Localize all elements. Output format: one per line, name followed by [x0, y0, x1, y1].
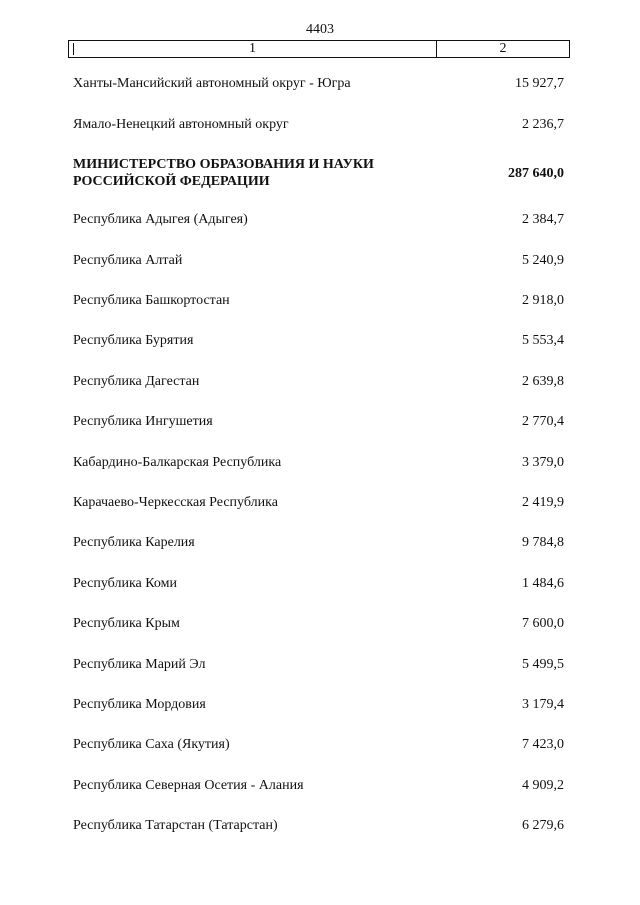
- row-value: 2 236,7: [522, 117, 564, 132]
- table-row: [68, 212, 564, 228]
- table-row: [68, 76, 564, 92]
- table-row: [68, 535, 564, 551]
- row-label: Республика Карелия: [73, 535, 195, 550]
- row-value: 5 553,4: [522, 333, 564, 348]
- table-row: [68, 495, 564, 511]
- table-row: [68, 657, 564, 673]
- table-header: [68, 40, 570, 58]
- row-label: Республика Бурятия: [73, 333, 194, 348]
- row-value: 15 927,7: [515, 76, 564, 91]
- table-row: [68, 576, 564, 592]
- ministry-total-value: 287 640,0: [508, 165, 564, 181]
- row-label: Республика Татарстан (Татарстан): [73, 818, 278, 833]
- row-value: 3 379,0: [522, 455, 564, 470]
- row-label: Республика Марий Эл: [73, 657, 206, 672]
- row-label: Республика Крым: [73, 616, 180, 631]
- header-col-2: [437, 41, 569, 57]
- table-row: [68, 293, 564, 309]
- table-row: [68, 374, 564, 390]
- row-label: Республика Адыгея (Адыгея): [73, 212, 248, 227]
- table-row: [68, 737, 564, 753]
- row-label: Республика Северная Осетия - Алания: [73, 778, 304, 793]
- row-label: Ямало-Ненецкий автономный округ: [73, 117, 289, 132]
- row-value: 7 600,0: [522, 616, 564, 631]
- table-row: [68, 253, 564, 269]
- table-row: [68, 697, 564, 713]
- page-number: 4403: [306, 22, 334, 37]
- table-row: [68, 818, 564, 834]
- ministry-label: [68, 156, 374, 190]
- row-label: Республика Алтай: [73, 253, 183, 268]
- row-value: 3 179,4: [522, 697, 564, 712]
- row-value: 2 419,9: [522, 495, 564, 510]
- row-label: Кабардино-Балкарская Республика: [73, 455, 282, 470]
- row-value: 1 484,6: [522, 576, 564, 591]
- row-value: 2 639,8: [522, 374, 564, 389]
- table-row: [68, 117, 564, 133]
- row-label: Ханты-Мансийский автономный округ - Югра: [73, 76, 351, 91]
- ministry-row: [68, 156, 564, 190]
- table-row: [68, 616, 564, 632]
- row-value: 2 384,7: [522, 212, 564, 227]
- header-col-2-label: 2: [499, 41, 507, 56]
- table-row: [68, 333, 564, 349]
- table-row: [68, 414, 564, 430]
- table-row: [68, 455, 564, 471]
- row-value: 6 279,6: [522, 818, 564, 833]
- row-value: 5 499,5: [522, 657, 564, 672]
- header-tick-mark: [73, 43, 74, 55]
- row-label: Республика Коми: [73, 576, 177, 591]
- ministry-label-line-2: РОССИЙСКОЙ ФЕДЕРАЦИИ: [73, 174, 270, 189]
- row-value: 2 770,4: [522, 414, 564, 429]
- row-value: 2 918,0: [522, 293, 564, 308]
- header-col-1-label: 1: [249, 41, 256, 56]
- row-value: 4 909,2: [522, 778, 564, 793]
- header-col-1: [69, 41, 437, 57]
- row-value: 5 240,9: [522, 253, 564, 268]
- row-value: 7 423,0: [522, 737, 564, 752]
- row-label: Республика Дагестан: [73, 374, 200, 389]
- row-value: 9 784,8: [522, 535, 564, 550]
- row-label: Республика Башкортостан: [73, 293, 230, 308]
- row-label: Республика Саха (Якутия): [73, 737, 230, 752]
- ministry-label-line-1: МИНИСТЕРСТВО ОБРАЗОВАНИЯ И НАУКИ: [73, 157, 374, 172]
- row-label: Республика Ингушетия: [73, 414, 213, 429]
- table-row: [68, 778, 564, 794]
- row-label: Республика Мордовия: [73, 697, 206, 712]
- row-label: Карачаево-Черкесская Республика: [73, 495, 278, 510]
